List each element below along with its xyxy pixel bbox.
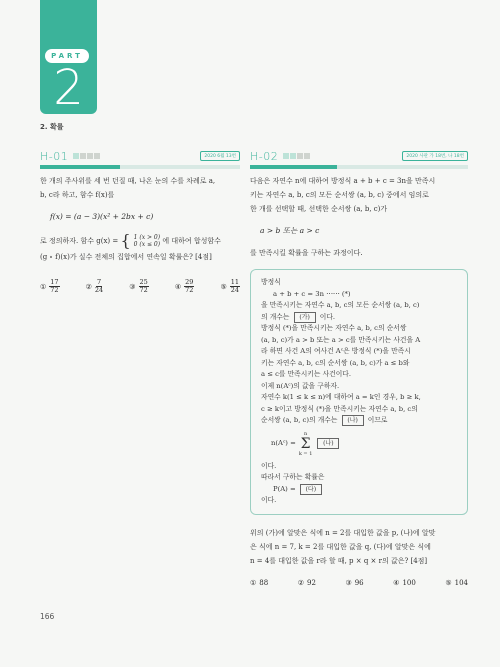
sum-lhs: n(Aᶜ) = <box>271 438 296 447</box>
box-line: 의 개수는 <box>261 312 290 321</box>
text-line: 은 식에 n = 7, k = 2를 대입한 값을 q, (다)에 알맞은 식에 <box>250 542 431 551</box>
text-line: n = 4를 대입한 값을 r라 할 때, p × q × r의 값은? [4점] <box>250 556 428 565</box>
choice-4[interactable]: ④ 100 <box>393 578 416 587</box>
choice-4[interactable]: ④ $\frac{29}{72}$ <box>174 278 194 294</box>
solution-box <box>250 269 468 515</box>
text-line: 로 정의하자. 함수 g(x) = <box>40 237 119 245</box>
question-header <box>40 148 240 164</box>
box-line: 따라서 구하는 확률은 <box>261 473 325 481</box>
box-equation: a + b + c = 3n ⋯⋯ (*) <box>273 289 351 298</box>
box-line: 키는 자연수 a, b, c의 순서쌍 (a, b, c)가 a ≤ b와 <box>261 358 410 367</box>
answer-choices <box>250 579 468 587</box>
blank-na-sum: (나) <box>317 438 339 449</box>
sum-formula <box>261 431 457 457</box>
question-text-2 <box>40 233 240 263</box>
text-line: (g ∘ f)(x)가 실수 전체의 집합에서 연속일 확률은? [4점] <box>40 253 212 261</box>
question-intro <box>250 175 468 215</box>
question-ask <box>250 527 468 567</box>
text-line: 를 만족시킬 확률을 구하는 과정이다. <box>250 249 363 257</box>
box-line: 순서쌍 (a, b, c)의 개수는 <box>261 416 338 424</box>
question-id: H-02 <box>250 149 279 163</box>
choice-1[interactable]: ① $\frac{17}{72}$ <box>40 278 59 294</box>
blank-da: (다) <box>300 484 322 495</box>
brace-icon: { <box>120 231 131 250</box>
part-number: 2 <box>53 60 84 116</box>
blank-na: (나) <box>342 415 364 426</box>
question-text <box>40 175 240 201</box>
text-line: 다음은 자연수 n에 대하여 방정식 a + b + c = 3n을 만족시 <box>250 177 436 185</box>
question-source: 2020 6월 13번 <box>200 151 240 161</box>
piece-top: 1 (x > 0) <box>133 234 161 241</box>
choice-5[interactable]: ⑤ 104 <box>445 578 468 587</box>
blank-ga: (가) <box>294 312 316 323</box>
question-source: 2020 사관 가 18번, 나 18번 <box>402 151 468 161</box>
page-number: 166 <box>40 612 55 621</box>
prob-lhs: P(A) = <box>273 484 296 493</box>
text-line: b, c라 하고, 함수 f(x)를 <box>40 191 115 199</box>
choice-5[interactable]: ⑤ $\frac{11}{24}$ <box>220 278 239 294</box>
box-line: (a, b, c)가 a > b 또는 a > c를 만족시키는 사건을 A <box>261 335 421 344</box>
box-line: a ≤ c를 만족시키는 사건이다. <box>261 370 352 378</box>
piece-bottom: 0 (x ≤ 0) <box>133 241 161 248</box>
question-h01 <box>40 148 240 294</box>
text-line: 에 대하여 합성함수 <box>162 237 221 245</box>
question-h02 <box>250 148 468 587</box>
part-label: PART <box>45 49 89 63</box>
text-line: 위의 (가)에 알맞은 식에 n = 2를 대입한 값을 p, (나)에 알맞 <box>250 528 436 537</box>
text-line: 키는 자연수 a, b, c의 모든 순서쌍 (a, b, c) 중에서 임의로 <box>250 191 429 199</box>
choice-2[interactable]: ② 92 <box>297 578 316 587</box>
box-line: 이다. <box>261 496 277 504</box>
box-line: 이므로 <box>367 416 388 424</box>
box-line: 이다. <box>319 312 336 321</box>
condition-formula: a > b 또는 a > c <box>260 226 320 235</box>
box-line: c ≥ k이고 방정식 (*)을 만족시키는 자연수 a, b, c의 <box>261 404 418 413</box>
piecewise-function <box>120 233 160 249</box>
question-id: H-01 <box>40 149 69 163</box>
text-line: 한 개의 주사위를 세 번 던질 때, 나온 눈의 수를 차례로 a, <box>40 177 216 185</box>
sigma-icon: n Σ k = 1 <box>298 430 313 457</box>
chapter-title: 2. 확률 <box>40 123 64 131</box>
choice-3[interactable]: ③ $\frac{25}{72}$ <box>129 278 148 294</box>
question-header <box>250 148 468 164</box>
box-line: 방정식 <box>261 278 281 286</box>
question-intro-2 <box>250 247 468 259</box>
question-bar <box>250 165 468 169</box>
question-bar <box>40 165 240 169</box>
box-line: 이다. <box>261 461 277 470</box>
function-formula: f(x) = (a − 3)(x² + 2bx + c) <box>50 212 154 221</box>
box-line: 을 만족시키는 자연수 a, b, c의 모든 순서쌍 (a, b, c) <box>261 301 420 309</box>
box-line: 방정식 (*)을 만족시키는 자연수 a, b, c의 순서쌍 <box>261 324 407 332</box>
box-line: 이제 n(Aᶜ)의 값을 구하자. <box>261 381 340 390</box>
answer-choices <box>40 279 240 294</box>
box-line: 라 하면 사건 A의 여사건 Aᶜ은 방정식 (*)을 만족시 <box>261 347 411 355</box>
box-line: 자연수 k(1 ≤ k ≤ n)에 대하여 a = k인 경우, b ≥ k, <box>261 393 421 401</box>
difficulty-icon <box>283 153 310 159</box>
choice-3[interactable]: ③ 96 <box>345 578 364 587</box>
choice-2[interactable]: ② $\frac{7}{24}$ <box>85 278 104 294</box>
choice-1[interactable]: ① 88 <box>250 578 269 587</box>
difficulty-icon <box>73 153 100 159</box>
text-line: 한 개를 선택할 때, 선택한 순서쌍 (a, b, c)가 <box>250 205 388 213</box>
